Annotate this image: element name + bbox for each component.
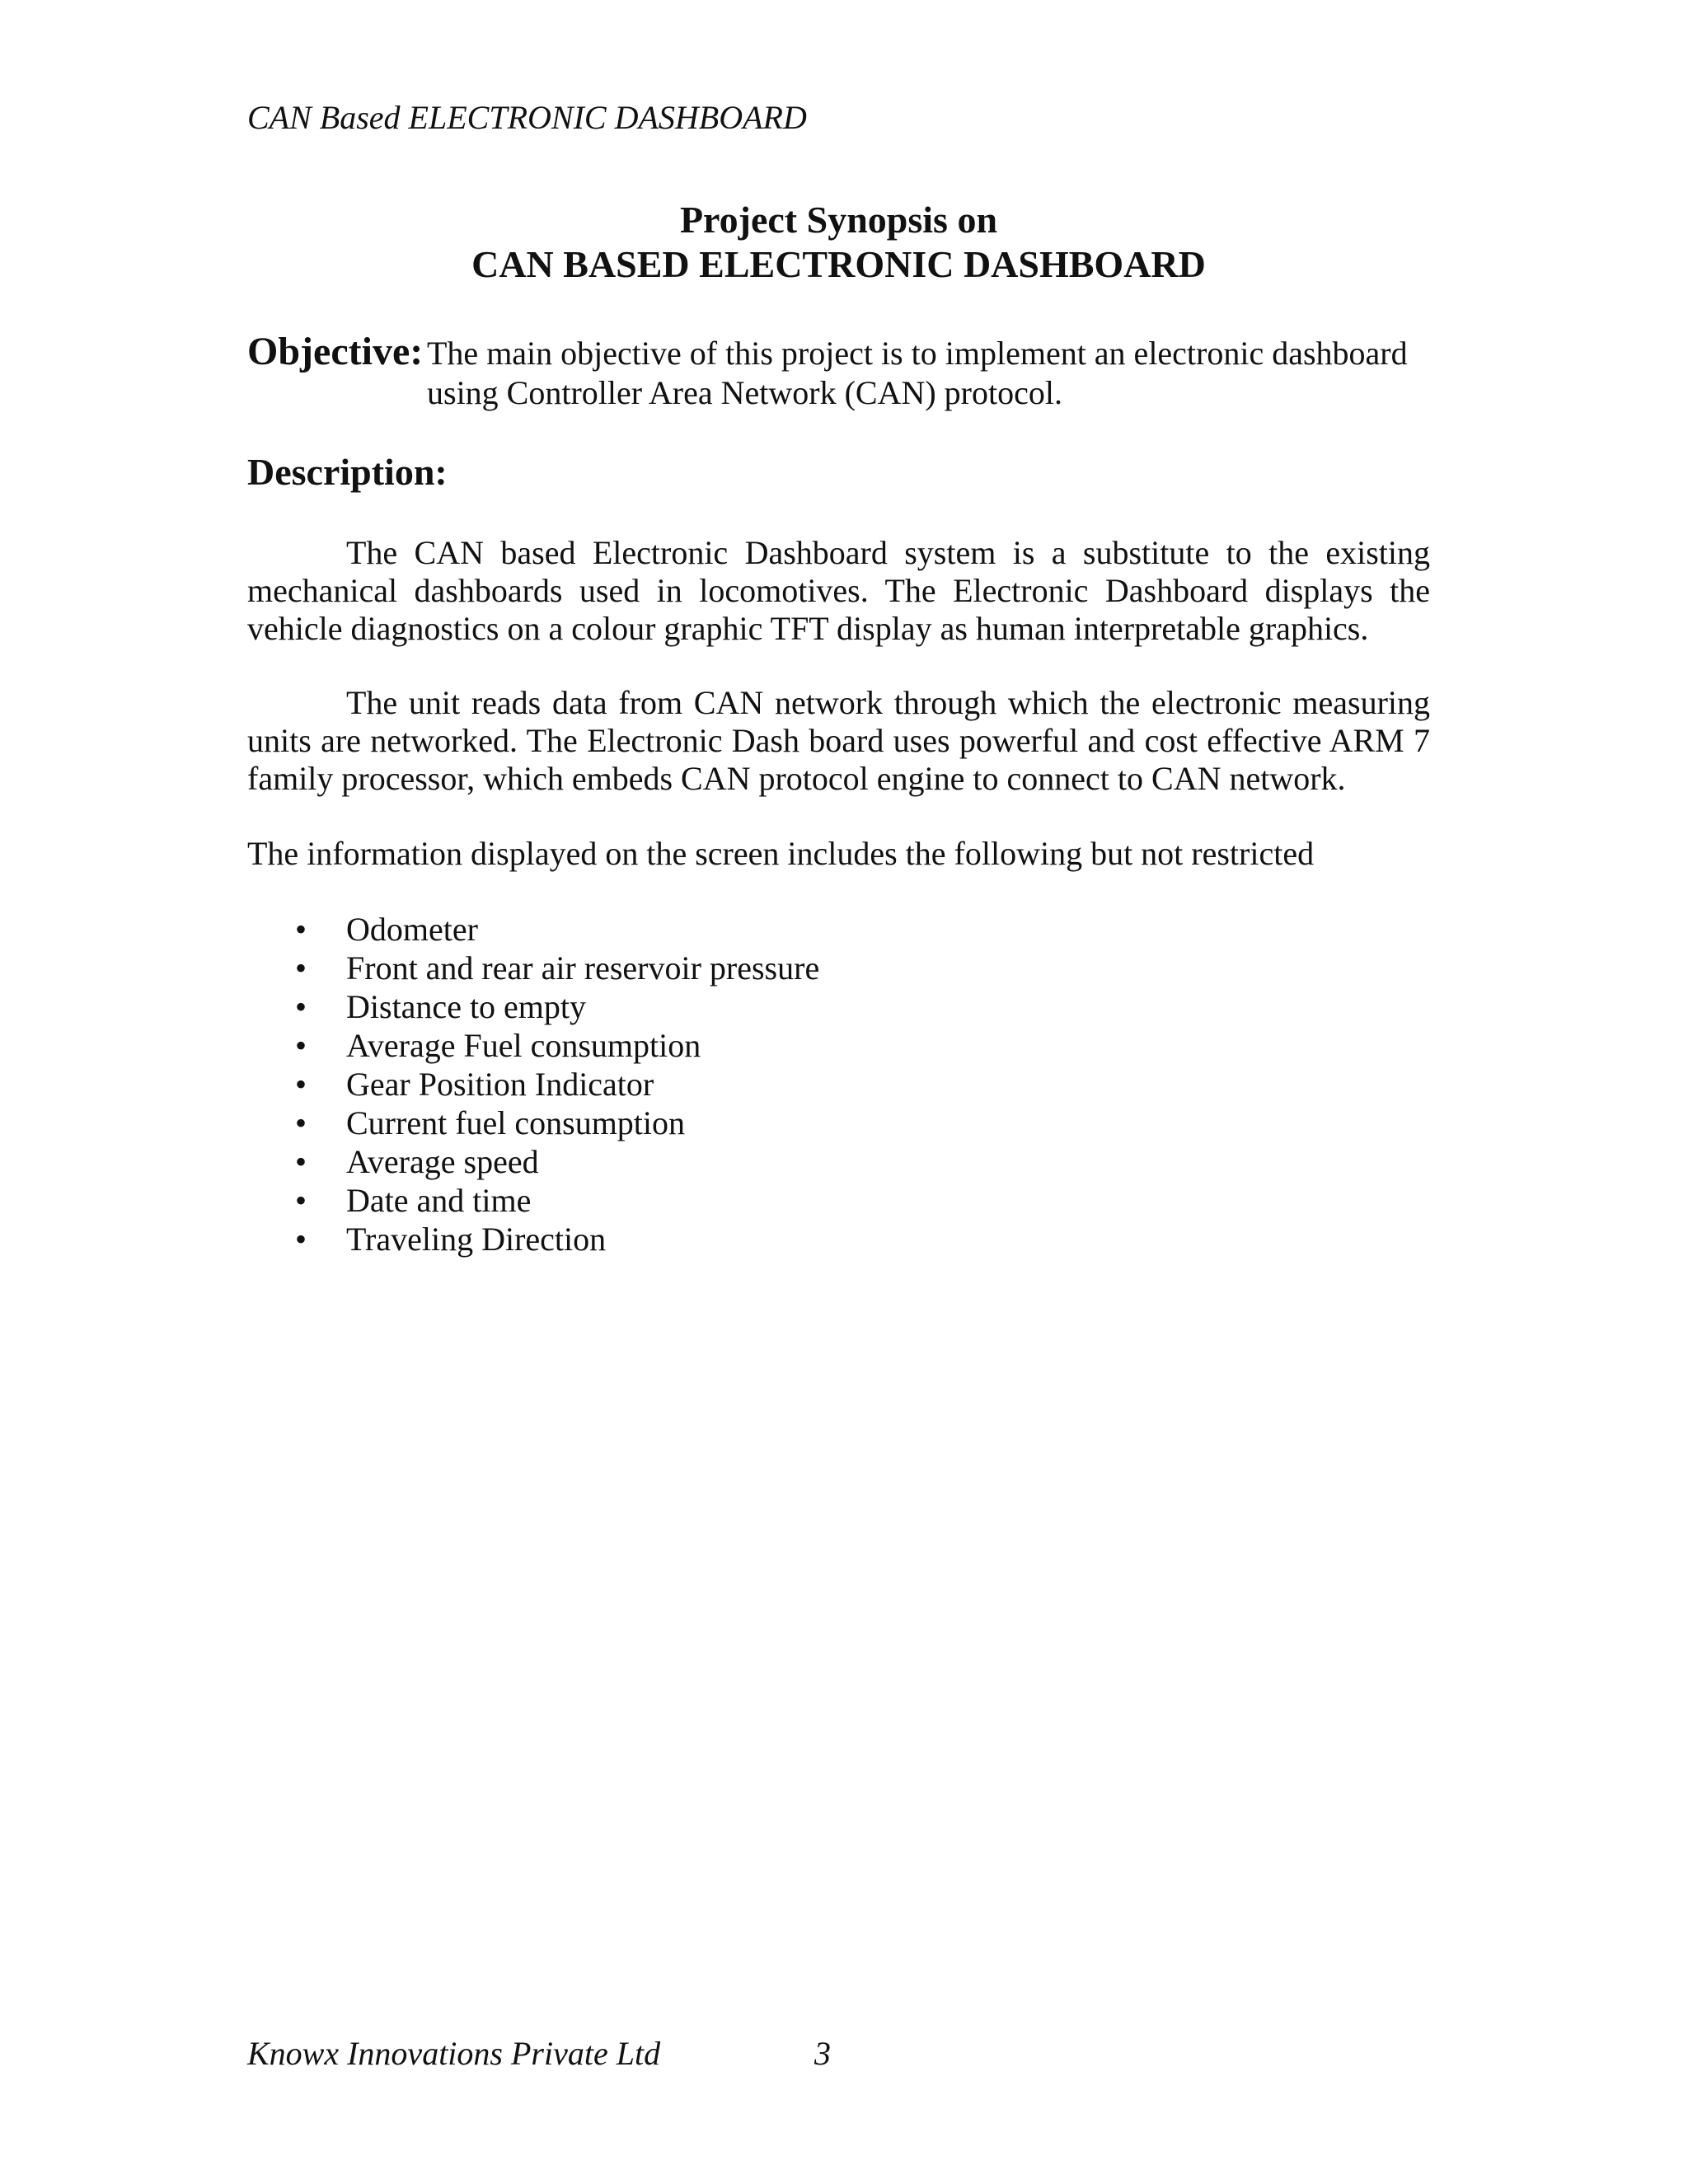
- bullet-icon: •: [295, 1027, 307, 1064]
- list-item-text: Average speed: [346, 1143, 539, 1180]
- title-line-1: Project Synopsis on: [679, 199, 998, 241]
- running-header: CAN Based ELECTRONIC DASHBOARD: [247, 99, 807, 136]
- bullet-icon: •: [295, 1221, 307, 1258]
- list-item-text: Date and time: [346, 1182, 532, 1219]
- list-item-text: Average Fuel consumption: [346, 1027, 701, 1064]
- bullet-icon: •: [295, 1104, 307, 1141]
- document-title: [247, 198, 1430, 287]
- list-item-text: Traveling Direction: [346, 1221, 607, 1258]
- bullet-icon: •: [295, 1066, 307, 1103]
- objective-section: [247, 328, 1434, 419]
- description-heading: Description:: [247, 451, 448, 493]
- list-item-text: Odometer: [346, 911, 478, 948]
- list-item-text: Current fuel consumption: [346, 1104, 686, 1141]
- objective-text: [427, 334, 1432, 413]
- bullet-icon: •: [295, 1143, 307, 1180]
- title-line-2: CAN BASED ELECTRONIC DASHBOARD: [471, 243, 1206, 285]
- page-number: 3: [814, 2035, 831, 2072]
- bullet-icon: •: [295, 988, 307, 1025]
- bullet-icon: •: [295, 1182, 307, 1219]
- footer-company: Knowx Innovations Private Ltd: [247, 2035, 661, 2072]
- list-item-text: Gear Position Indicator: [346, 1066, 654, 1103]
- list-intro: The information displayed on the screen includes the following but not restricted: [247, 835, 1315, 872]
- description-paragraph-1: The CAN based Electronic Dashboard system is a substitute to the existing mechanical dashboards used in locomotives. The Electronic Dashboard displays the vehicle diagnostics on a colour graphic TFT display as human interpretable graphics.: [247, 534, 1430, 647]
- objective-label: Objective:: [247, 330, 424, 373]
- description-paragraph-2: The unit reads data from CAN network through which the electronic measuring units are networked. The Electronic Dash board uses powerful and cost effective ARM 7 family processor, which embeds CAN protocol engine to connect to CAN network.: [247, 684, 1430, 797]
- list-item-text: Front and rear air reservoir pressure: [346, 949, 820, 987]
- objective-text-line-2: using Controller Area Network (CAN) protocol.: [427, 374, 1062, 411]
- bullet-icon: •: [295, 911, 307, 948]
- objective-text-line-1: The main objective of this project is to implement an electronic dashboard: [427, 335, 1408, 372]
- list-item-text: Distance to empty: [346, 988, 587, 1025]
- bullet-icon: •: [295, 949, 307, 987]
